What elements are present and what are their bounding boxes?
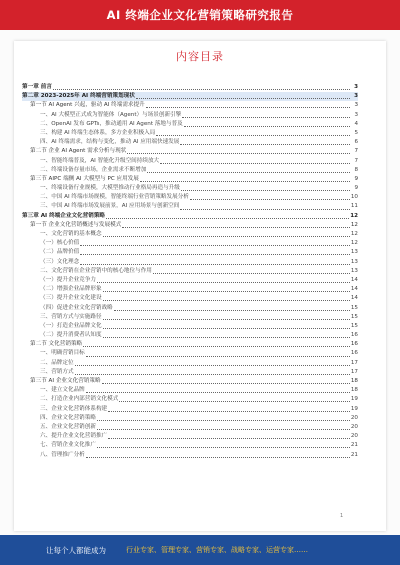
toc-entry-page: 3: [354, 102, 358, 109]
toc-entry[interactable]: [22, 313, 358, 322]
toc-entry-label: 一、建立文化品牌: [40, 387, 85, 394]
toc-entry-page: 21: [350, 442, 358, 449]
toc-entry-page: 15: [350, 322, 358, 329]
toc-entry-label: 二、终端设备存量市场，企业需求不断增加: [40, 166, 147, 173]
toc-leader-dots: [140, 181, 350, 182]
toc-leader-dots: [182, 117, 350, 118]
toc-leader-dots: [108, 411, 350, 412]
toc-entry-page: 3: [354, 111, 358, 118]
toc-entry[interactable]: [22, 451, 358, 460]
toc-entry-page: 12: [350, 212, 358, 219]
toc-leader-dots: [83, 346, 350, 347]
toc-entry-page: 6: [354, 139, 358, 146]
toc-entry-page: 16: [350, 341, 358, 348]
toc-entry-label: 四、AI 终端需求，结构与变化，推动 AI 应用端快速发展: [40, 139, 180, 146]
toc-leader-dots: [122, 227, 350, 228]
toc-leader-dots: [108, 438, 350, 439]
toc-leader-dots: [75, 374, 350, 375]
toc-leader-dots: [86, 457, 350, 458]
toc-entry-label: 一、文化营销的基本概念: [40, 231, 102, 237]
toc-leader-dots: [156, 135, 350, 136]
toc-entry-page: 15: [350, 304, 358, 311]
toc-entry-label: （二）品牌价值: [40, 249, 80, 256]
toc-entry-page: 7: [354, 148, 358, 155]
toc-entry-page: 13: [350, 267, 358, 274]
toc-entry-label: 第二章 2023-2025年 AI 终端营销策划现状: [22, 93, 135, 100]
toc-entry[interactable]: [22, 258, 358, 267]
toc-entry-label: 第二节 文化营销策略: [30, 341, 83, 348]
toc-leader-dots: [80, 245, 350, 246]
toc-entry[interactable]: [22, 111, 358, 120]
toc-entry-label: 二、打造企业内部营销文化模式: [40, 396, 119, 403]
toc-entry[interactable]: [22, 129, 358, 138]
toc-entry-page: 18: [350, 387, 358, 394]
toc-leader-dots: [53, 89, 350, 90]
toc-entry[interactable]: [22, 239, 358, 248]
toc-entry[interactable]: [22, 166, 358, 175]
toc-entry-page: 14: [350, 295, 358, 302]
toc-entry-page: 15: [350, 313, 358, 320]
toc-entry-label: 八、管理推广分析: [40, 451, 85, 458]
toc-title: 内容目录: [176, 50, 224, 63]
toc-entry[interactable]: [22, 349, 358, 358]
toc-entry-page: 8: [354, 166, 358, 173]
toc-entry-label: 第一节 AI Agent 兴起，驱动 AI 终端需求提升: [30, 102, 145, 109]
toc-leader-dots: [146, 107, 350, 108]
toc-entry[interactable]: [22, 377, 358, 386]
toc-leader-dots: [147, 172, 350, 173]
toc-entry[interactable]: [22, 395, 358, 404]
toc-entry-page: 20: [350, 423, 358, 430]
toc-entry[interactable]: [22, 423, 358, 432]
toc-leader-dots: [97, 429, 350, 430]
toc-entry-label: 二、品牌定位: [40, 359, 74, 366]
toc-entry-label: 三、中国 AI 终端市场发展前景，AI 应用场景与创新空间: [40, 203, 180, 210]
toc-entry[interactable]: [22, 138, 358, 147]
footer-slogan: 让每个人都能成为: [46, 545, 106, 555]
toc-entry-label: 七、营销企业文化推广: [40, 442, 96, 449]
toc-entry[interactable]: [22, 267, 358, 276]
toc-leader-dots: [160, 163, 350, 164]
toc-entry[interactable]: [22, 405, 358, 414]
toc-entry[interactable]: [22, 120, 358, 129]
toc-entry[interactable]: [22, 368, 358, 377]
toc-entry[interactable]: [22, 147, 358, 156]
report-title: AI 终端企业文化营销策略研究报告: [106, 8, 294, 22]
toc-leader-dots: [86, 392, 350, 393]
toc-entry-page: 13: [350, 258, 358, 265]
toc-entry-page: 3: [354, 84, 358, 90]
toc-entry-label: 三、构建 AI 终端生态体系，多方企业积极入局: [40, 129, 156, 136]
footer-banner: [0, 535, 400, 565]
toc-entry-page: 17: [350, 359, 358, 366]
toc-leader-dots: [153, 273, 350, 274]
toc-entry-page: 5: [354, 129, 358, 136]
toc-entry[interactable]: [22, 386, 358, 395]
report-header: [0, 0, 400, 30]
toc-entry-label: （一）打造企业品牌文化: [40, 322, 102, 329]
toc-entry[interactable]: [22, 193, 358, 202]
toc-leader-dots: [127, 153, 350, 154]
toc-entry-page: 13: [350, 249, 358, 256]
toc-entry[interactable]: [22, 331, 358, 340]
toc-entry-label: 一、AI 大模型正式成为智能体（Agent）与场景创新引擎: [40, 111, 182, 118]
toc-entry-page: 12: [350, 231, 358, 237]
toc-entry-page: 14: [350, 286, 358, 293]
toc-leader-dots: [103, 300, 350, 301]
toc-leader-dots: [97, 282, 350, 283]
toc-leader-dots: [103, 328, 350, 329]
toc-leader-dots: [75, 365, 350, 366]
toc-leader-dots: [190, 199, 350, 200]
toc-entry-label: 三、营销方式与实施路径: [40, 313, 102, 320]
toc-entry-label: 第三节 AI 企业文化营销策略: [30, 378, 101, 384]
toc-entry-label: （一）提升企业竞争力: [40, 276, 96, 283]
toc-entry-page: 9: [354, 185, 358, 192]
toc-entry-page: 11: [350, 203, 358, 210]
toc-entry-page: 7: [354, 157, 358, 164]
toc-leader-dots: [86, 356, 350, 357]
toc-leader-dots: [119, 401, 350, 402]
toc-leader-dots: [80, 264, 350, 265]
toc-entry-page: 3: [354, 93, 358, 100]
toc-entry[interactable]: [22, 359, 358, 368]
toc-entry[interactable]: [22, 414, 358, 423]
toc-entry[interactable]: [22, 340, 358, 349]
toc-leader-dots: [184, 126, 350, 127]
toc-entry[interactable]: [22, 304, 358, 313]
toc-leader-dots: [103, 337, 350, 338]
toc-entry-page: 16: [350, 332, 358, 339]
toc-entry-label: 二、文化营销在企业营销中的核心地位与作用: [40, 267, 152, 274]
table-of-contents: [22, 83, 358, 460]
toc-entry-page: 19: [350, 396, 358, 403]
toc-entry-label: 第二节 企业 AI Agent 需求分析与现状: [30, 148, 127, 155]
toc-entry[interactable]: [22, 157, 358, 166]
toc-entry-page: 19: [350, 405, 358, 412]
toc-entry-label: （四）促进企业文化营销战略: [40, 304, 113, 311]
toc-entry-label: 一、终端设备行业规模，大模型推动行业格局再造与升级: [40, 185, 180, 192]
toc-entry[interactable]: [22, 175, 358, 184]
toc-leader-dots: [180, 144, 350, 145]
toc-entry-label: 六、提升企业文化营销推广: [40, 433, 108, 440]
toc-entry[interactable]: [22, 202, 358, 211]
toc-entry-label: 二、中国 AI 终端市场规模，智能终端行业营销策略发展分析: [40, 194, 189, 201]
toc-entry-page: 20: [350, 433, 358, 440]
footer-expertise-list: 行业专家、管理专家、营销专家、战略专家、运营专家……: [126, 546, 308, 554]
toc-entry[interactable]: [22, 294, 358, 303]
page-number: 1: [340, 513, 344, 519]
toc-entry[interactable]: [22, 184, 358, 193]
toc-entry-label: 第一章 前言: [22, 84, 52, 90]
toc-entry[interactable]: [22, 248, 358, 257]
toc-entry[interactable]: [22, 276, 358, 285]
toc-entry-label: （二）提升消费者认知度: [40, 332, 102, 339]
toc-leader-dots: [136, 98, 350, 99]
toc-entry-label: 四、企业文化营销策略: [40, 414, 96, 421]
toc-entry-page: 18: [350, 378, 358, 384]
toc-entry[interactable]: [22, 92, 358, 101]
toc-entry[interactable]: [22, 432, 358, 441]
toc-leader-dots: [106, 218, 349, 219]
toc-entry-page: 17: [350, 368, 358, 375]
toc-entry-label: （三）提升企业文化建设: [40, 295, 102, 302]
toc-leader-dots: [114, 310, 350, 311]
toc-entry[interactable]: [22, 83, 358, 92]
toc-entry-page: 21: [350, 451, 358, 458]
toc-entry-label: 三、营销方式: [40, 368, 74, 375]
toc-entry-label: 一、智能终端普及，AI 智能化升级空间持续放大: [40, 157, 160, 164]
toc-entry[interactable]: [22, 101, 358, 110]
toc-entry[interactable]: [22, 441, 358, 450]
toc-entry-label: 第一节 企业文化营销概述与发展模式: [30, 221, 122, 228]
toc-entry-page: 12: [350, 221, 358, 228]
toc-entry-page: 9: [354, 175, 358, 182]
toc-entry-label: 第三章 AI 终端企业文化营销策略: [22, 212, 106, 219]
toc-leader-dots: [180, 209, 350, 210]
toc-entry-page: 12: [350, 240, 358, 247]
toc-entry[interactable]: [22, 230, 358, 239]
toc-entry-label: 第三节 AIPC 端侧 AI 大模型与 PC 应用发展: [30, 175, 139, 182]
toc-entry-page: 20: [350, 414, 358, 421]
toc-entry-page: 10: [350, 194, 358, 201]
toc-leader-dots: [80, 254, 350, 255]
toc-entry[interactable]: [22, 221, 358, 230]
toc-leader-dots: [103, 236, 350, 237]
toc-entry-label: 二、OpenAI 发布 GPTs，推动通用 AI Agent 落地与普及: [40, 120, 183, 127]
toc-leader-dots: [103, 319, 350, 320]
toc-entry-label: 五、企业文化营销创新: [40, 423, 96, 430]
toc-leader-dots: [103, 291, 350, 292]
toc-entry-label: 一、明确营销目标: [40, 350, 85, 357]
toc-entry[interactable]: [22, 285, 358, 294]
toc-leader-dots: [97, 447, 350, 448]
toc-entry[interactable]: [22, 322, 358, 331]
toc-entry-page: 14: [350, 276, 358, 283]
toc-leader-dots: [181, 190, 350, 191]
toc-entry-label: （二）增强企业品牌形象: [40, 286, 102, 293]
toc-entry-label: （三）文化理念: [40, 258, 80, 265]
toc-entry-label: 三、企业文化营销体系构建: [40, 405, 108, 412]
toc-leader-dots: [97, 420, 350, 421]
toc-leader-dots: [102, 383, 350, 384]
toc-entry-page: 4: [354, 120, 358, 127]
toc-entry-label: （一）核心价值: [40, 240, 80, 247]
toc-entry[interactable]: [22, 212, 358, 221]
toc-entry-page: 16: [350, 350, 358, 357]
